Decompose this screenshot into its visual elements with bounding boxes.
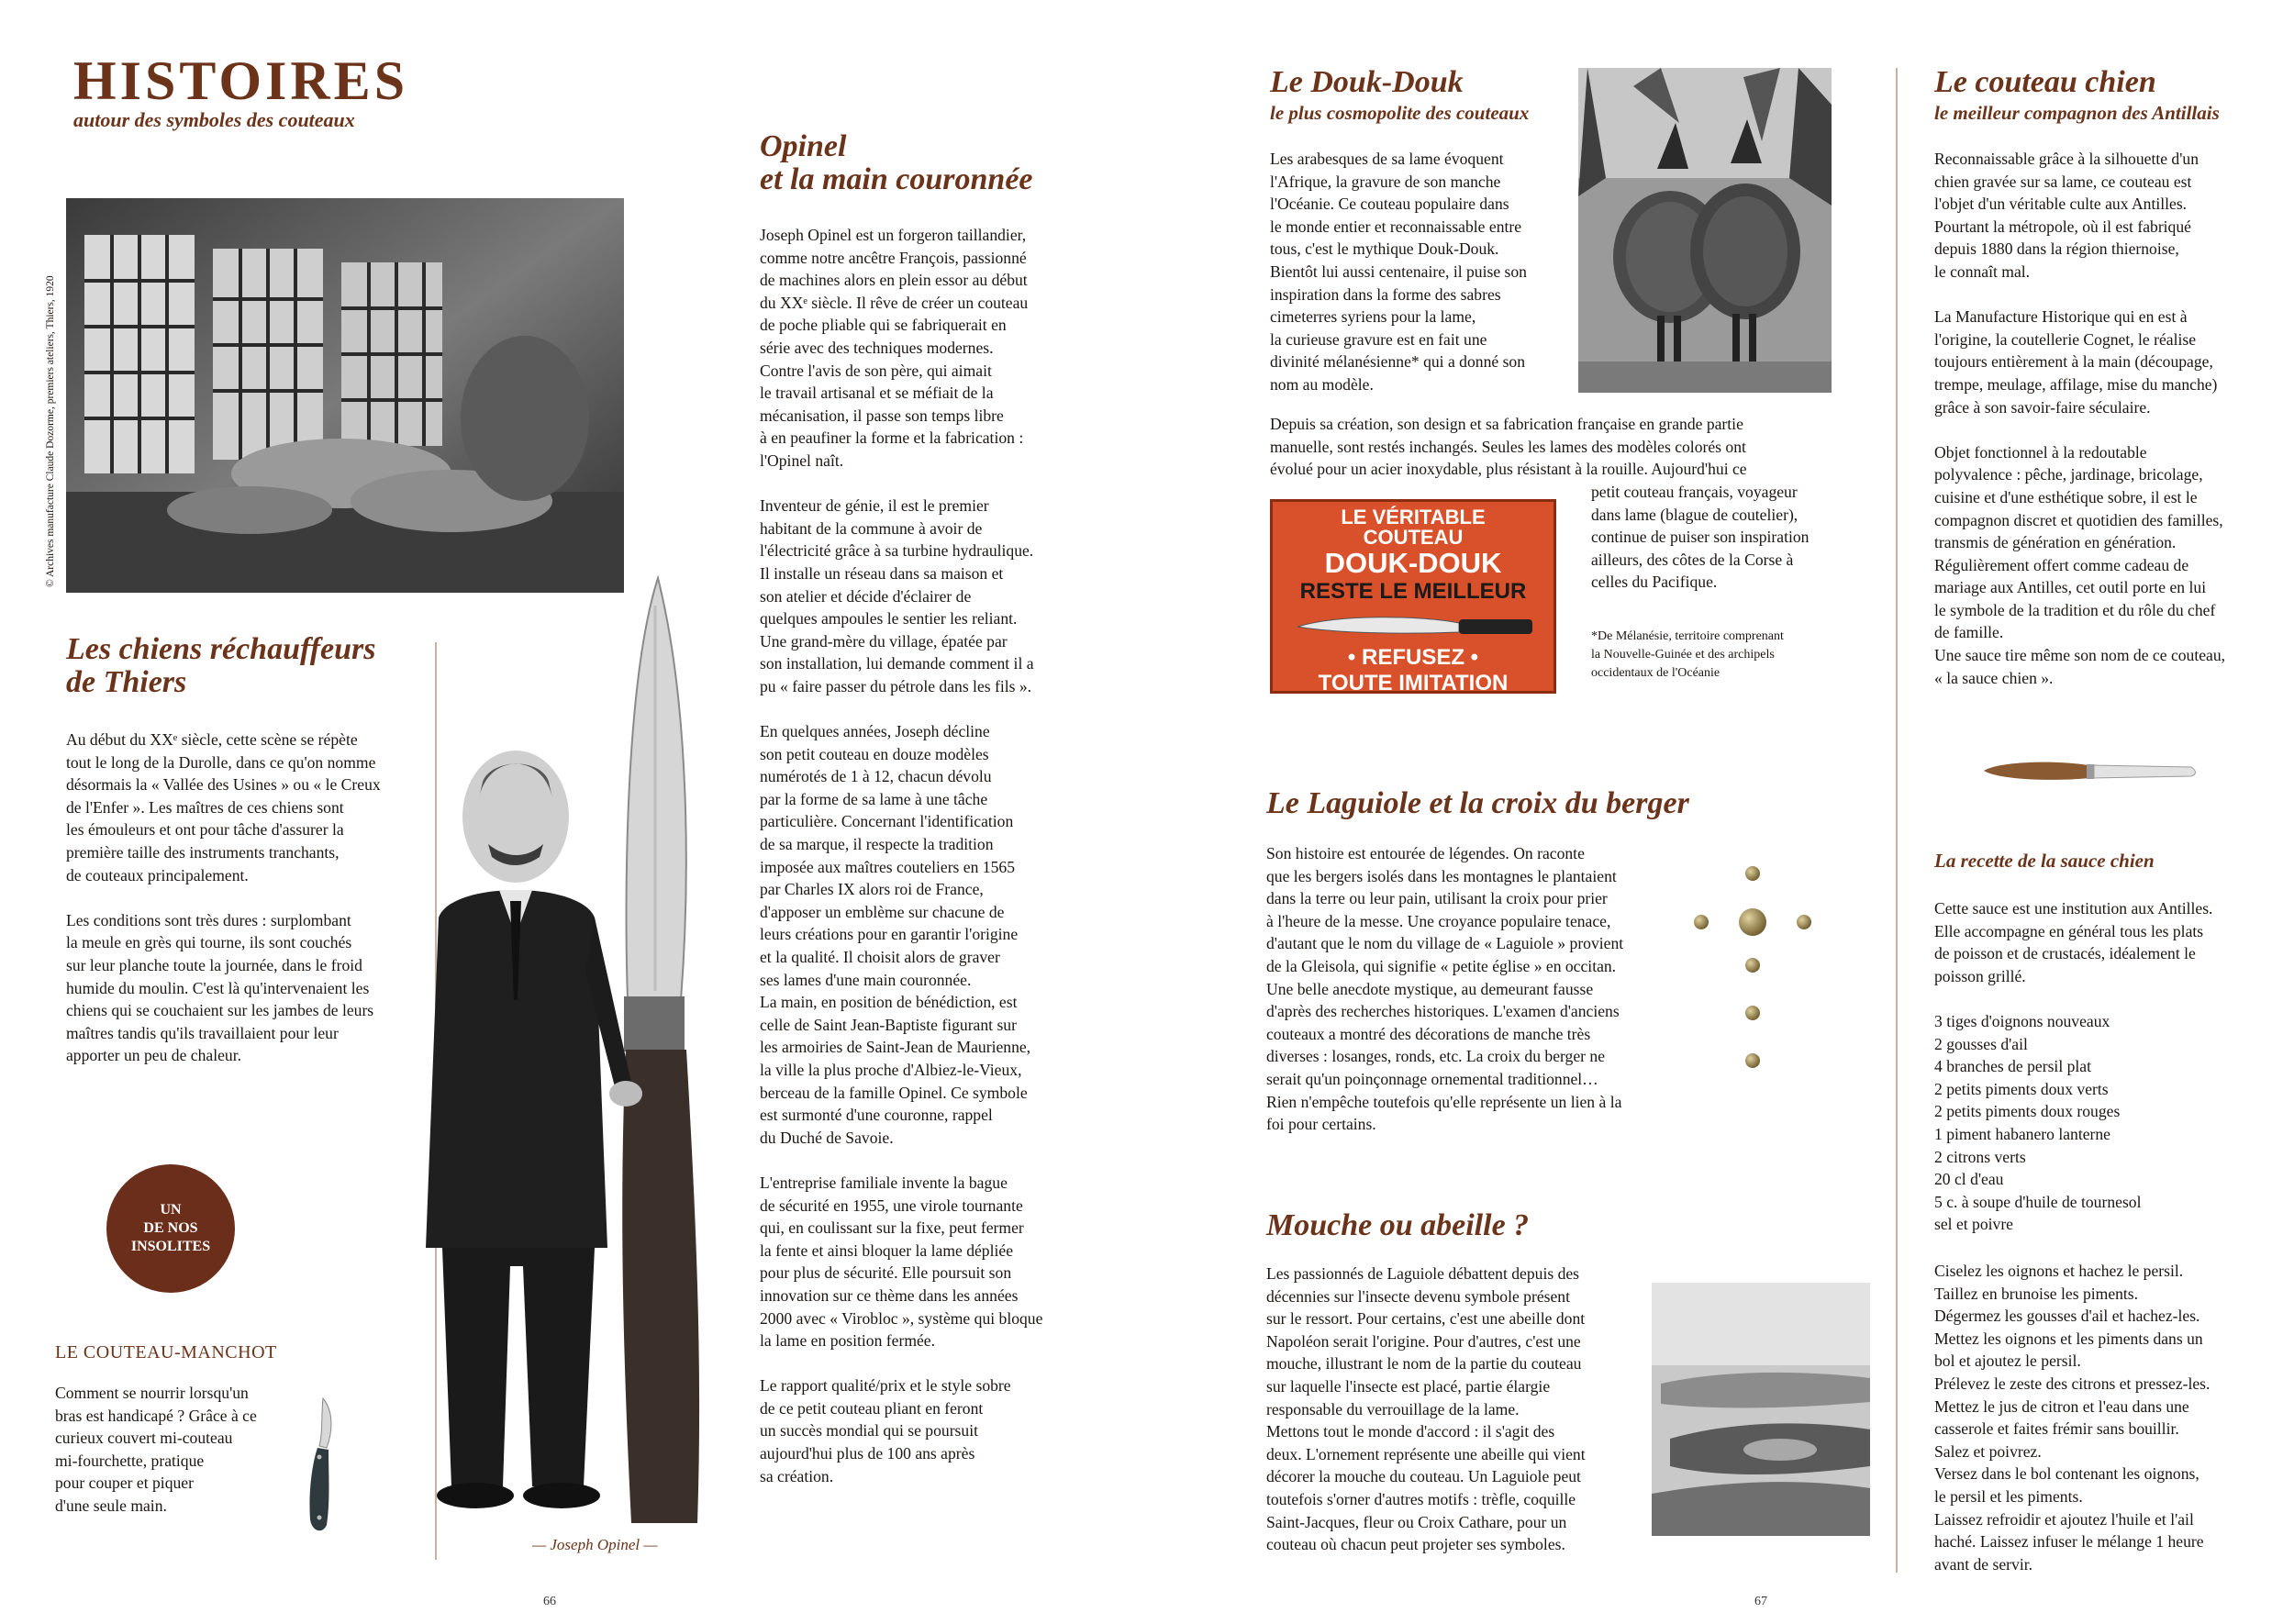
ingredient-item: sel et poivre bbox=[1934, 1215, 2013, 1234]
sign-line-4: RESTE LE MEILLEUR bbox=[1299, 579, 1527, 604]
laguiole-body: Son histoire est entourée de légendes. On raconte que les bergers isolés dans les montagnes le plantaient dans la terre ou leur pain, utilisant la croix pour prier à l'heure de la messe. Une croyance populaire tenace, d'autant que le nom du village de « Laguiole » provient de la Gleisola, qui signifie « petite église » en occitan. Une belle anecdote mystique, au demeurant fausse d'après des recherches historiques. L'examen d'anciens couteaux a montré des décorations de manche très diverses : losanges, ronds, etc. La croix du berger ne serait qu'un poinçonnage ornemental traditionnel… Rien n'empêche toutefois qu'elle représente un lien à la foi pour certains. bbox=[1266, 844, 1624, 1134]
photo-credit: © Archives manufacture Claude Dozorme, premiers ateliers, Thiers, 1920 bbox=[45, 275, 56, 587]
laguiole-title: Le Laguiole et la croix du berger bbox=[1266, 786, 1689, 820]
insolites-badge bbox=[106, 1164, 235, 1293]
right-column-divider bbox=[1896, 68, 1898, 1573]
ingredient-item: 2 gousses d'ail bbox=[1934, 1034, 2028, 1053]
page-number-left: 66 bbox=[543, 1595, 556, 1608]
recette-title: La recette de la sauce chien bbox=[1934, 850, 2155, 872]
chien-title: Le couteau chien bbox=[1934, 65, 2156, 99]
laguiole-photo bbox=[1652, 1283, 1870, 1536]
ingredient-item: 2 petits piments doux rouges bbox=[1934, 1102, 2121, 1121]
recette-intro: Cette sauce est une institution aux Antilles. Elle accompagne en général tous les plats de poisson et de crustacés, idéalement le poisson grillé. bbox=[1934, 899, 2213, 985]
sign-knife-icon bbox=[1285, 606, 1542, 643]
ingredient-item: 5 c. à soupe d'huile de tournesol bbox=[1934, 1192, 2142, 1211]
sign-line-2: COUTEAU bbox=[1363, 526, 1464, 549]
opinel-portrait-image bbox=[415, 569, 754, 1541]
douk-body-1: Les arabesques de sa lame évoquent l'Afrique, la gravure de son manche l'Océanie. Ce couteau populaire dans le monde entier et reconnaissable entre tous, c'est le mythique Douk-Douk. Bientôt lui aussi centenaire, il puise son inspiration dans la forme des sabres cimeterres syriens pour la lame, la curieuse gravure est en fait une divinité mélanésienne* qui a donné son nom au modèle. bbox=[1270, 150, 1527, 394]
workshop-photo bbox=[66, 198, 624, 593]
chiens-title: Les chiens réchauffeurs de Thiers bbox=[66, 632, 376, 699]
ingredient-item: 4 branches de persil plat bbox=[1934, 1057, 2091, 1076]
chien-subtitle: le meilleur compagnon des Antillais bbox=[1934, 102, 2220, 124]
opinel-title: Opinel et la main couronnée bbox=[760, 129, 1033, 196]
sign-line-6: TOUTE IMITATION bbox=[1318, 671, 1509, 695]
page-subtitle: autour des symboles des couteaux bbox=[73, 108, 355, 131]
sign-line-5: • REFUSEZ • bbox=[1347, 645, 1479, 670]
mouche-body: Les passionnés de Laguiole débattent depuis des décennies sur l'insecte devenu symbole présent sur le ressort. Pour certains, c'est une abeille dont Napoléon serait l'origine. Pour d'autres, c'est une mouche, illustrant le nom de la partie du couteau sur laquelle l'insecte est placé, partie élargie responsable du verrouillage de la lame. Mettons tout le monde d'accord : il s'agit des deux. L'ornement représente une abeille qui vient décorer la mouche du couteau. Un Laguiole peut toutefois s'orner d'autres motifs : trèfle, coquille Saint-Jacques, fleur ou Croix Cathare, pour un couteau où chacun peut projeter ses symboles. bbox=[1266, 1264, 1586, 1554]
page-number-right: 67 bbox=[1754, 1595, 1767, 1608]
douk-photo bbox=[1578, 68, 1832, 393]
douk-subtitle: le plus cosmopolite des couteaux bbox=[1270, 102, 1530, 124]
manchot-title: LE COUTEAU-MANCHOT bbox=[55, 1342, 277, 1363]
douk-body-3: petit couteau français, voyageur dans lame (blague de coutelier), continue de puiser son inspiration ailleurs, des côtes de la Corse à celles du Pacifique. bbox=[1591, 483, 1810, 592]
opinel-body: Joseph Opinel est un forgeron taillandier, comme notre ancêtre François, passionné de machines alors en plein essor au début du XXᵉ siècle. Il rêve de créer un couteau de poche pliable qui se fabriquerait en série avec des techniques modernes. Contre l'avis de son père, qui aimait le travail artisanal et se méfiait de la mécanisation, il passe son temps libre à en peaufiner la forme et la fabrication : l'Opinel naît. Inventeur de génie, il est le premier habitant de la commune à avoir de l'électricité grâce à sa turbine hydraulique. Il installe un réseau dans sa maison et son atelier et décide d'éclairer de quelques ampoules le sentier les reliant. Une grand-mère du village, épatée par son installation, lui demande comment il a pu « faire passer du pétrole dans les fils ». En quelques années, Joseph décline son petit couteau en douze modèles numérotés de 1 à 12, chacun dévolu par la forme de sa lame à une tâche particulière. Concernant l'identification de sa marque, il respecte la tradition imposée aux maîtres couteliers en 1565 par Charles IX alors roi de France, d'apposer un emblème sur chacune de leurs créations pour en garantir l'origine et la qualité. Il choisit alors de graver ses lames d'une main couronnée. La main, en position de bénédiction, est celle de Saint Jean-Baptiste figurant sur les armoiries de Saint-Jean de Maurienne, la ville la plus proche d'Albiez-le-Vieux, berceau de la famille Opinel. Ce symbole est surmonté d'une couronne, rappel du Duché de Savoie. L'entreprise familiale invente la bague de sécurité en 1955, une virole tournante qui, en coulissant sur la fixe, peut fermer la fente et ainsi bloquer la lame dépliée pour plus de sécurité. Elle poursuit son innovation sur ce thème dans les années 2000 avec « Virobloc », système qui bloque la lame en position fermée. Le rapport qualité/prix et le style sobre de ce petit couteau pliant en feront un succès mondial qui se poursuit aujourd'hui plus de 100 ans après sa création. bbox=[760, 226, 1043, 1485]
ingredient-item: 20 cl d'eau bbox=[1934, 1170, 2004, 1189]
douk-sign-image bbox=[1270, 499, 1556, 694]
shepherd-cross-image bbox=[1688, 862, 1817, 1083]
page-title: HISTOIRES bbox=[73, 50, 409, 111]
sign-line-3: DOUK-DOUK bbox=[1324, 547, 1502, 579]
chiens-body: Au début du XXᵉ siècle, cette scène se répète tout le long de la Durolle, dans ce qu'on nomme désormais la « Vallée des Usines » ou « le Creux de l'Enfer ». Les maîtres de ces chiens sont les émouleurs et ont pour tâche d'assurer la première taille des instruments tranchants, de couteaux principalement. Les conditions sont très dures : surplombant la meule en grès qui tourne, ils sont couchés sur leur planche toute la journée, dans le froid humide du moulin. C'est là qu'intervenaient les chiens qui se couchaient sur les jambes de leurs maîtres tandis qu'ils travaillaient pour leur apporter un peu de chaleur. bbox=[66, 730, 381, 1065]
couteau-chien-image bbox=[1980, 754, 2197, 787]
manchot-knife-image bbox=[292, 1391, 347, 1538]
ingredient-item: 3 tiges d'oignons nouveaux bbox=[1934, 1012, 2110, 1030]
douk-body-2: Depuis sa création, son design et sa fabrication française en grande partie manuelle, sont restés inchangés. Seules les lames des modèles colorés ont évolué pour un acier inoxydable, plus résistant à la rouille. Aujourd'hui ce bbox=[1270, 415, 1747, 479]
chien-body: Reconnaissable grâce à la silhouette d'un chien gravée sur sa lame, ce couteau est l'objet d'un véritable culte aux Antilles. Pourtant la métropole, où il est fabriqué depuis 1880 dans la région thiernoise, le connaît mal. La Manufacture Historique qui en est à l'origine, la coutellerie Cognet, le réalise toujours entièrement à la main (découpage, trempe, meulage, affilage, mise du manche) grâce à son savoir-faire séculaire. Objet fonctionnel à la redoutable polyvalence : pêche, jardinage, bricolage, cuisine et d'une esthétique sobre, il est le compagnon discret et quotidien des familles, transmis de génération en génération. Régulièrement offert comme cadeau de mariage aux Antilles, cet outil porte en lui le symbole de la tradition et du rôle du chef de famille. Une sauce tire même son nom de ce couteau, « la sauce chien ». bbox=[1934, 150, 2226, 687]
recette-steps: Ciselez les oignons et hachez le persil. Taillez en brunoise les piments. Dégermez les gousses d'ail et hachez-les. Mettez les oignons et les piments dans un bol et ajoutez le persil. Prélevez le zeste des citrons et pressez-les. Mettez le jus de citron et l'eau dans une casserole et faites frémir sans bouillir. Salez et poivrez. Versez dans le bol contenant les oignons, le persil et les piments. Laissez refroidir et ajoutez l'huile et l'ail haché. Laissez infuser le mélange 1 heure avant de servir. bbox=[1934, 1262, 2210, 1574]
ingredient-list bbox=[1934, 1010, 2283, 1236]
mouche-title: Mouche ou abeille ? bbox=[1266, 1208, 1530, 1242]
ingredient-item: 2 citrons verts bbox=[1934, 1147, 2026, 1166]
opinel-caption: — Joseph Opinel — bbox=[532, 1536, 658, 1553]
manchot-body: Comment se nourrir lorsqu'un bras est handicapé ? Grâce à ce curieux couvert mi-couteau mi-fourchette, pratique pour couper et piquer d'une seule main. bbox=[55, 1384, 257, 1515]
ingredient-item: 2 petits piments doux verts bbox=[1934, 1079, 2109, 1098]
ingredient-item: 1 piment habanero lanterne bbox=[1934, 1124, 2110, 1143]
douk-title: Le Douk-Douk bbox=[1270, 65, 1464, 99]
douk-footnote: *De Mélanésie, territoire comprenant la Nouvelle-Guinée et des archipels occidentaux de l'Océanie bbox=[1591, 629, 1784, 680]
badge-label: UN DE NOS INSOLITES bbox=[130, 1202, 211, 1254]
sign-line-1: LE VÉRITABLE bbox=[1341, 506, 1486, 528]
